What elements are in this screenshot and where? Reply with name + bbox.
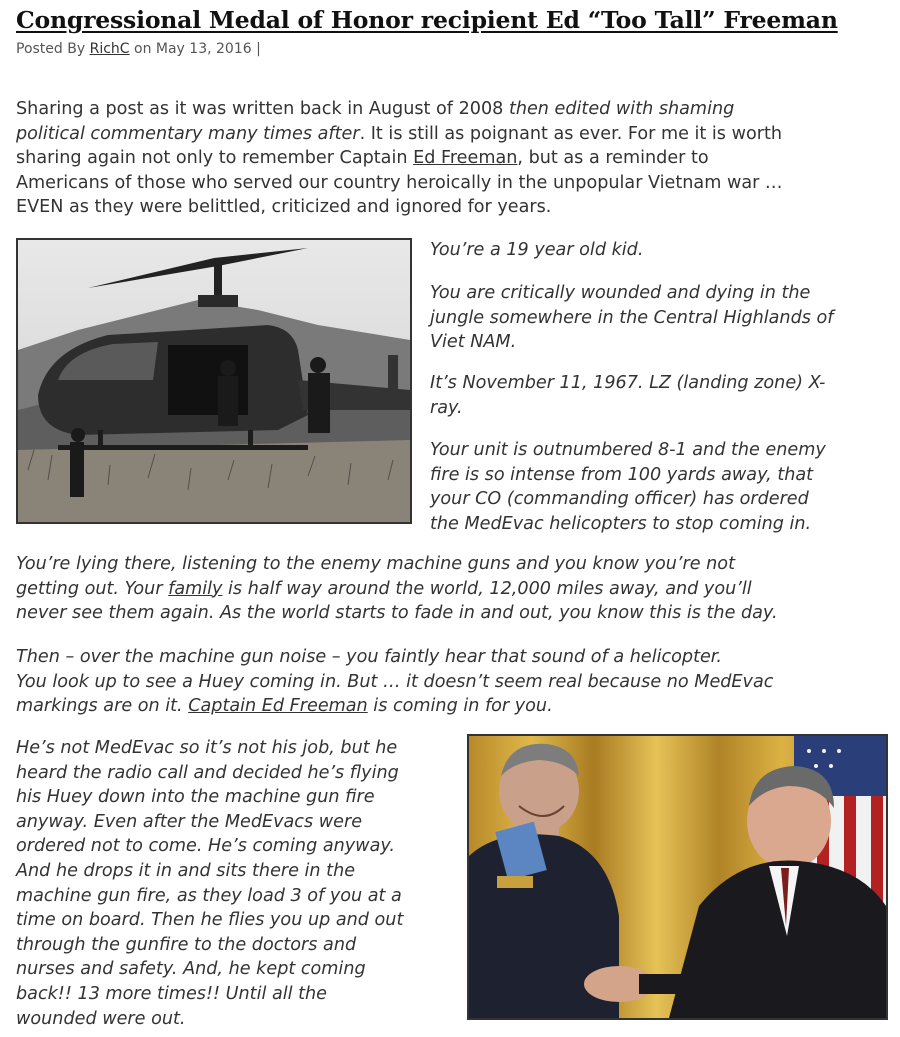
- story-line: ordered not to come. He’s coming anyway.: [16, 836, 395, 857]
- story-text: is half way around the world, 12,000 miles away, and you’ll: [222, 578, 752, 599]
- captain-ed-freeman-link[interactable]: Captain Ed Freeman: [188, 696, 368, 717]
- story-intro-block: [430, 238, 643, 263]
- story-line: never see them again. As the world starts to fade in and out, you know this is the day.: [16, 603, 778, 624]
- story-line: machine gun fire, as they load 3 of you at a: [16, 885, 402, 906]
- helicopter-illustration: [18, 240, 410, 522]
- story-paragraph: [430, 281, 833, 355]
- intro-emphasis: political commentary many times after: [16, 123, 360, 144]
- story-paragraph: [430, 438, 826, 536]
- story-line: It’s November 11, 1967. LZ (landing zone) X-: [430, 373, 826, 393]
- story-line: You’re lying there, listening to the enemy machine guns and you know you’re not: [16, 554, 735, 574]
- story-line: your CO (commanding officer) has ordered: [430, 489, 809, 510]
- story-paragraph: [16, 736, 403, 1031]
- intro-text: sharing again not only to remember Captain: [16, 148, 414, 169]
- intro-line: EVEN as they were belittled, criticized and ignored for years.: [16, 197, 552, 218]
- post-date: on May 13, 2016 |: [129, 41, 261, 57]
- story-text: markings are on it.: [16, 696, 189, 717]
- story-line: his Huey down into the machine gun fire: [16, 787, 375, 808]
- story-line: back!! 13 more times!! Until all the: [16, 983, 327, 1004]
- byline: [16, 41, 261, 57]
- story-line: the MedEvac helicopters to stop coming in.: [430, 513, 812, 534]
- story-line: time on board. Then he flies you up and out: [16, 910, 404, 931]
- story-line: You are critically wounded and dying in the: [430, 283, 811, 303]
- story-paragraph: You’re a 19 year old kid.: [430, 240, 644, 260]
- story-paragraph: [16, 552, 778, 626]
- story-paragraph: [16, 645, 773, 719]
- story-line: You look up to see a Huey coming in. But … it doesn’t seem real because no MedEvac: [16, 671, 774, 692]
- byline-prefix: Posted By: [16, 41, 90, 57]
- family-link[interactable]: family: [168, 578, 223, 599]
- author-link[interactable]: RichC: [89, 41, 130, 57]
- story-line: heard the radio call and decided he’s flying: [16, 762, 399, 783]
- story-text: is coming in for you.: [367, 696, 553, 717]
- story-paragraph: [430, 371, 825, 420]
- intro-text: Sharing a post as it was written back in August of 2008: [16, 99, 509, 119]
- intro-emphasis: then edited with shaming: [508, 99, 735, 119]
- story-line: He’s not MedEvac so it’s not his job, but he: [16, 738, 398, 758]
- story-line: Your unit is outnumbered 8-1 and the enemy: [430, 440, 826, 460]
- story-line: nurses and safety. And, he kept coming: [16, 959, 366, 980]
- intro-paragraph: [16, 97, 886, 220]
- story-line: ray.: [430, 397, 463, 418]
- story-line: jungle somewhere in the Central Highlands of: [430, 307, 834, 328]
- story-line: Viet NAM.: [430, 332, 517, 353]
- story-line: fire is so intense from 100 yards away, that: [430, 464, 814, 485]
- story-text: getting out. Your: [16, 578, 169, 599]
- ceremony-illustration: [469, 736, 886, 1018]
- story-line: anyway. Even after the MedEvacs were: [16, 811, 363, 832]
- helicopter-photo: [16, 238, 412, 524]
- story-line: wounded were out.: [16, 1008, 186, 1029]
- intro-text: , but as a reminder to: [517, 148, 709, 169]
- story-line: And he drops it in and sits there in the: [16, 860, 356, 881]
- medal-ceremony-photo: [467, 734, 888, 1020]
- post-title[interactable]: Congressional Medal of Honor recipient Ed “Too Tall” Freeman: [16, 6, 838, 34]
- intro-text: . It is still as poignant as ever. For me it is worth: [359, 123, 783, 144]
- story-line: through the gunfire to the doctors and: [16, 934, 357, 955]
- ed-freeman-link[interactable]: Ed Freeman: [413, 148, 518, 169]
- intro-line: Americans of those who served our country heroically in the unpopular Vietnam war …: [16, 172, 783, 193]
- story-line: Then – over the machine gun noise – you faintly hear that sound of a helicopter.: [16, 647, 723, 667]
